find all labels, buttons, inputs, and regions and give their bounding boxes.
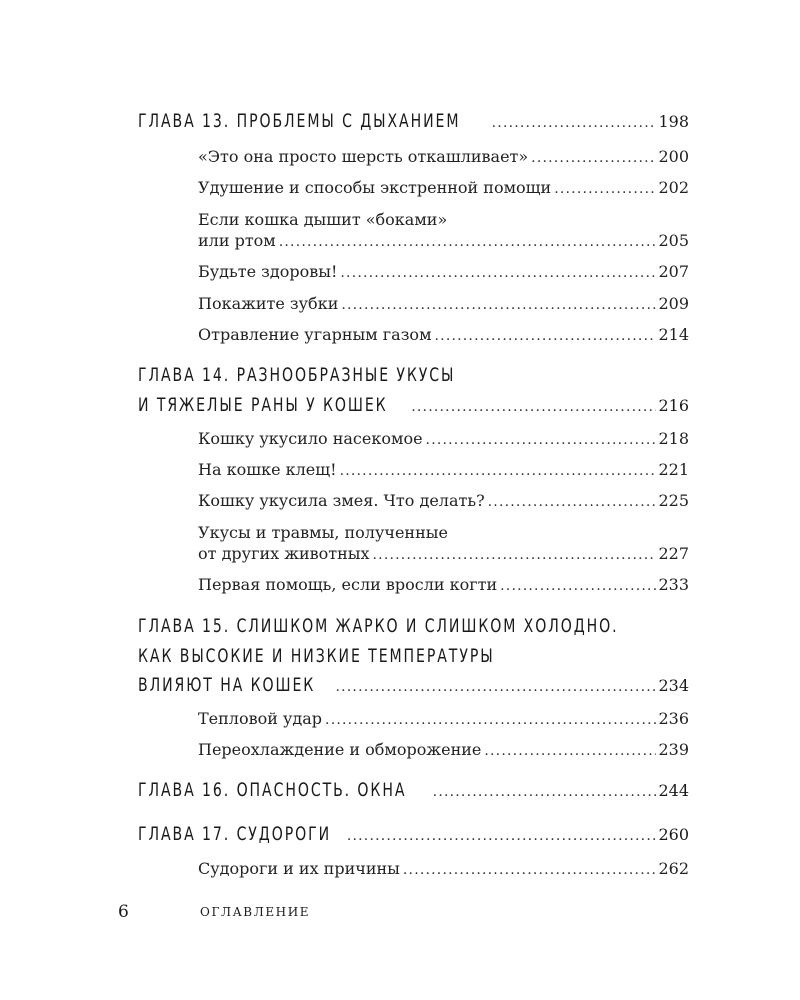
- chapter-title: ГЛАВА 13. ПРОБЛЕМЫ С ДЫХАНИЕМ: [138, 110, 461, 132]
- page-number: 216: [658, 396, 689, 415]
- entry-title-continued: от других животных: [198, 544, 370, 563]
- page-number: 227: [658, 544, 689, 563]
- chapter-15-heading[interactable]: [138, 615, 787, 637]
- entry-title: Судороги и их причины: [198, 859, 400, 878]
- dot-leader: [335, 679, 656, 695]
- chapter-15-heading-line-2[interactable]: [138, 645, 620, 667]
- chapter-13-heading[interactable]: [138, 110, 689, 132]
- page-number: 198: [658, 112, 689, 131]
- chapter-15-heading-line-3[interactable]: [138, 674, 689, 696]
- page-number: 205: [658, 231, 689, 250]
- page-number: 209: [658, 294, 689, 313]
- dot-leader: [435, 326, 657, 347]
- toc-entry[interactable]: [198, 428, 689, 451]
- dot-leader: [347, 828, 657, 844]
- entry-title: Тепловой удар: [198, 709, 323, 728]
- dot-leader: [531, 148, 656, 169]
- entry-title: Кошку укусило насекомое: [198, 429, 423, 448]
- toc-entry[interactable]: [198, 490, 689, 513]
- toc-entry[interactable]: [198, 708, 689, 731]
- entry-title: Первая помощь, если вросли когти: [198, 575, 498, 594]
- dot-leader: [373, 545, 657, 566]
- page-number: 207: [658, 262, 689, 281]
- dot-leader: [403, 860, 657, 881]
- chapter-14-heading[interactable]: [138, 364, 567, 386]
- chapter-17-heading[interactable]: [138, 823, 689, 845]
- entry-title: Переохлаждение и обморожение: [198, 740, 482, 759]
- page-number: 221: [658, 460, 689, 479]
- chapter-16-heading[interactable]: [138, 779, 689, 801]
- toc-entry[interactable]: [198, 522, 689, 566]
- page-number: 244: [658, 781, 689, 800]
- chapter-14-heading-continued[interactable]: [138, 394, 689, 416]
- page-number: 260: [658, 825, 689, 844]
- dot-leader: [279, 232, 657, 253]
- chapter-title: ГЛАВА 16. ОПАСНОСТЬ. ОКНА: [138, 779, 407, 801]
- page-number: 214: [658, 325, 689, 344]
- toc-entry[interactable]: [198, 574, 689, 597]
- chapter-title-continued: КАК ВЫСОКИЕ И НИЗКИЕ ТЕМПЕРАТУРЫ: [138, 645, 495, 667]
- page-number: 234: [658, 676, 689, 695]
- entry-title: Будьте здоровы!: [198, 262, 338, 281]
- footer-page-number: 6: [118, 902, 129, 922]
- dot-leader: [426, 430, 657, 451]
- entry-title: Покажите зубки: [198, 294, 339, 313]
- chapter-title-continued: И ТЯЖЕЛЫЕ РАНЫ У КОШЕК: [138, 394, 388, 416]
- page-number: 233: [658, 575, 689, 594]
- dot-leader: [325, 710, 656, 731]
- page-number: 239: [658, 740, 689, 759]
- chapter-title: ГЛАВА 15. СЛИШКОМ ЖАРКО И СЛИШКОМ ХОЛОДНО.: [138, 615, 619, 637]
- page-number: 202: [658, 178, 689, 197]
- entry-title: «Это она просто шерсть откашливает»: [198, 147, 529, 166]
- toc-entry[interactable]: [198, 324, 689, 347]
- entry-title: Если кошка дышит «боками»: [198, 210, 448, 229]
- dot-leader: [488, 492, 657, 513]
- entry-title: Укусы и травмы, полученные: [198, 523, 448, 542]
- dot-leader: [492, 115, 657, 131]
- entry-title: Удушение и способы экстренной помощи: [198, 178, 552, 197]
- chapter-title: ГЛАВА 17. СУДОРОГИ: [138, 823, 332, 845]
- toc-entry[interactable]: [198, 177, 689, 200]
- entry-title: Отравление угарным газом: [198, 325, 432, 344]
- page-number: 236: [658, 709, 689, 728]
- chapter-title: ГЛАВА 14. РАЗНООБРАЗНЫЕ УКУСЫ: [138, 364, 456, 386]
- toc-entry[interactable]: [198, 293, 689, 316]
- entry-title-continued: или ртом: [198, 231, 276, 250]
- entry-title: На кошке клещ!: [198, 460, 337, 479]
- page-number: 200: [658, 147, 689, 166]
- toc-entry[interactable]: [198, 459, 689, 482]
- dot-leader: [500, 576, 656, 597]
- dot-leader: [411, 399, 656, 415]
- dot-leader: [340, 461, 657, 482]
- footer-section-label: ОГЛАВЛЕНИЕ: [200, 905, 311, 919]
- table-of-contents: [138, 0, 689, 1000]
- toc-entry[interactable]: [198, 146, 689, 169]
- page-number: 262: [658, 859, 689, 878]
- dot-leader: [484, 741, 656, 762]
- dot-leader: [433, 784, 657, 800]
- dot-leader: [340, 263, 656, 284]
- chapter-title-continued: ВЛИЯЮТ НА КОШЕК: [138, 674, 316, 696]
- toc-entry[interactable]: [198, 209, 689, 253]
- dot-leader: [341, 295, 656, 316]
- page-number: 218: [658, 429, 689, 448]
- toc-entry[interactable]: [198, 739, 689, 762]
- toc-entry[interactable]: [198, 858, 689, 881]
- dot-leader: [554, 179, 656, 200]
- page-number: 225: [658, 491, 689, 510]
- toc-entry[interactable]: [198, 261, 689, 284]
- entry-title: Кошку укусила змея. Что делать?: [198, 491, 485, 510]
